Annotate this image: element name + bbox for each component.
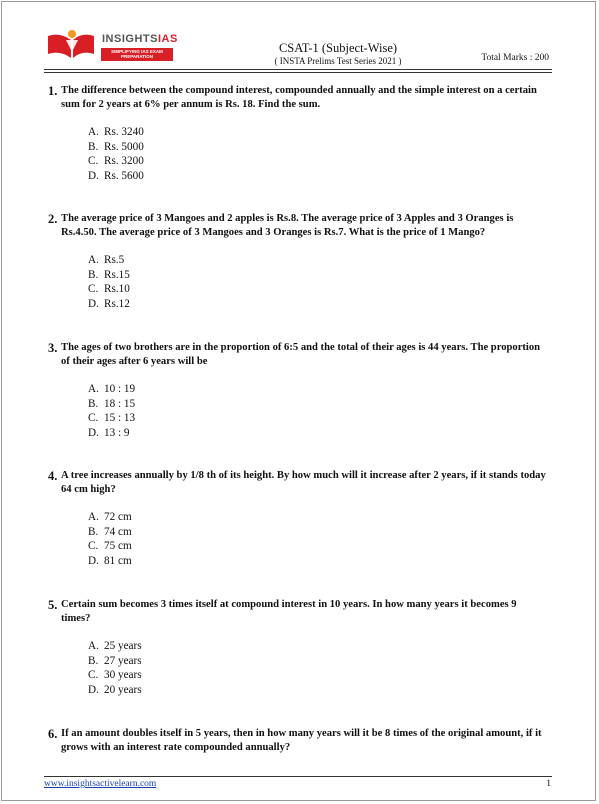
logo-tagline: SIMPLIFYING IAS EXAM PREPARATION [101, 48, 173, 61]
question-number: 5. [48, 598, 58, 612]
insightsias-logo [44, 28, 179, 62]
question-text: A tree increases annually by 1/8 th of its height. By how much will it increase after 2 years, if it stands today 64 cm high? [61, 470, 546, 495]
page-number: 1 [546, 779, 551, 789]
question-text: Certain sum becomes 3 times itself at compound interest in 10 years. In how many years it becomes 9 times? [61, 599, 517, 624]
question-text: The ages of two brothers are in the proportion of 6:5 and the total of their ages is 44 years. The proportion of their ages after 6 years will be [61, 342, 541, 367]
option-d: D. 20 years [88, 683, 142, 696]
option-c: C. 75 cm [88, 540, 132, 553]
footer-divider [44, 776, 552, 777]
question-number: 1. [48, 84, 58, 98]
option-b: B. Rs. 5000 [88, 140, 144, 153]
options-list [88, 125, 548, 183]
question-4 [48, 469, 548, 568]
option-d: D. 13 : 9 [88, 426, 130, 439]
option-c: C. Rs. 3200 [88, 155, 144, 168]
logo-emblem-icon [44, 28, 100, 62]
option-c: C. Rs.10 [88, 283, 130, 296]
option-d: D. Rs. 5600 [88, 169, 144, 182]
question-text: The difference between the compound interest, compounded annually and the simple interest on a certain sum for 2 years at 6% per annum is Rs. 18. Find the sum. [61, 85, 537, 110]
question-number: 3. [48, 341, 58, 355]
option-a: A. Rs.5 [88, 254, 125, 266]
option-d: D. Rs.12 [88, 297, 130, 310]
footer-website-link[interactable]: www.insightsactivelearn.com [44, 779, 157, 789]
question-number: 2. [48, 212, 58, 226]
option-b: B. 74 cm [88, 525, 132, 538]
header-divider [44, 69, 552, 70]
option-a: A. 72 cm [88, 511, 132, 523]
options-list [88, 639, 548, 697]
document-title: CSAT-1 (Subject-Wise) [278, 41, 398, 55]
question-5 [48, 598, 548, 697]
option-a: A. Rs. 3240 [88, 126, 144, 138]
question-number: 6. [48, 727, 58, 741]
header-divider-secondary [44, 72, 552, 73]
option-b: B. 27 years [88, 654, 142, 667]
options-list [88, 382, 548, 440]
option-a: A. 10 : 19 [88, 383, 136, 395]
question-text: The average price of 3 Mangoes and 2 apples is Rs.8. The average price of 3 Apples and 3 Oranges is Rs.4.50. The average price of 3 Mangoes and 3 Oranges is Rs.7. What is the price of 1 Mango? [61, 213, 514, 238]
logo-wordmark: INSIGHTSIAS [102, 33, 178, 45]
question-2 [48, 212, 548, 311]
option-d: D. 81 cm [88, 554, 132, 567]
total-marks: Total Marks : 200 [481, 53, 549, 63]
option-c: C. 15 : 13 [88, 412, 136, 425]
question-1 [48, 84, 548, 183]
question-6 [48, 727, 548, 755]
question-text: If an amount doubles itself in 5 years, then in how many years will it be 8 times of the original amount, if it grows with an interest rate compounded annually? [61, 728, 542, 753]
options-list [88, 510, 548, 568]
options-list [88, 253, 548, 311]
document-subtitle: ( INSTA Prelims Test Series 2021 ) [274, 56, 402, 66]
option-b: B. Rs.15 [88, 268, 130, 281]
option-b: B. 18 : 15 [88, 397, 136, 410]
question-number: 4. [48, 469, 58, 483]
option-c: C. 30 years [88, 669, 142, 682]
question-3 [48, 341, 548, 440]
option-a: A. 25 years [88, 640, 142, 652]
